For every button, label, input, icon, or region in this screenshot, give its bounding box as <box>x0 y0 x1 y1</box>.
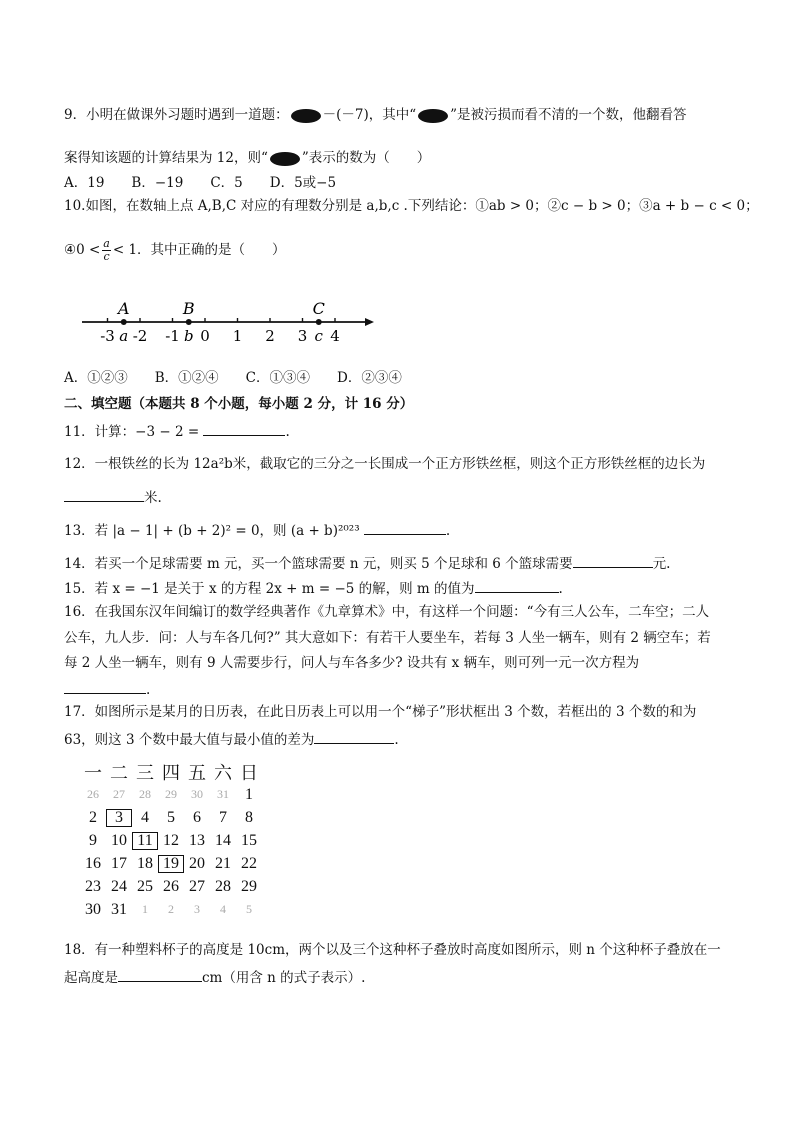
calendar-day: 6 <box>193 808 201 826</box>
calendar-day: 26 <box>87 787 99 801</box>
point-label-lower: b <box>183 327 194 345</box>
q11-text: 11．计算：−3 − 2 = <box>64 424 200 440</box>
calendar-day: 26 <box>163 877 179 895</box>
calendar-day: 3 <box>194 902 200 916</box>
calendar-day: 2 <box>168 902 174 916</box>
calendar-row <box>80 806 280 829</box>
answer-blank[interactable] <box>64 487 144 502</box>
frac-num: a <box>103 237 110 250</box>
q12-end: 米. <box>144 490 162 506</box>
calendar-row <box>80 852 280 875</box>
calendar-day: 9 <box>89 831 97 849</box>
calendar-day: 16 <box>85 854 101 872</box>
q17-end: . <box>394 732 399 748</box>
calendar-day: 24 <box>111 877 127 895</box>
q18-pre: 起高度是 <box>64 970 118 986</box>
answer-blank[interactable] <box>364 520 446 535</box>
calendar-day: 3 <box>106 809 132 827</box>
calendar-day: 27 <box>113 787 125 801</box>
point-label-lower: a <box>119 327 129 345</box>
weekday-label: 二 <box>110 762 128 783</box>
calendar-day: 18 <box>137 854 153 872</box>
q17-text: 63，则这 3 个数中最大值与最小值的差为 <box>64 732 315 748</box>
calendar-day: 15 <box>241 831 257 849</box>
fraction-a-over-c <box>102 238 111 263</box>
q10-post: < 1．其中正确的是（ ） <box>112 242 286 258</box>
weekday-label: 日 <box>240 762 258 783</box>
calendar-day: 17 <box>111 854 127 872</box>
point-dot <box>186 319 192 325</box>
weekday-label: 三 <box>136 762 154 783</box>
q10-line2 <box>64 238 286 263</box>
calendar-row <box>80 829 280 852</box>
q16-line4 <box>64 679 150 699</box>
ink-blot-icon <box>291 109 321 123</box>
answer-blank[interactable] <box>475 578 559 593</box>
calendar-day: 11 <box>132 832 158 850</box>
tick-label: 3 <box>297 327 308 345</box>
calendar-day: 5 <box>167 808 175 826</box>
q16-end: . <box>146 682 151 698</box>
calendar-day: 29 <box>165 787 177 801</box>
section-title: 二、填空题（本题共 8 个小题，每小题 2 分，计 16 分） <box>64 396 414 412</box>
calendar-row <box>80 875 280 898</box>
q17-line1: 17．如图所示是某月的日历表，在此日历表上可以用一个“梯子”形状框出 3 个数，若框出的 3 个数的和为 <box>64 704 697 720</box>
q11 <box>64 421 290 441</box>
calendar-day: 12 <box>163 831 179 849</box>
q9-line1 <box>64 106 687 124</box>
calendar-day: 28 <box>215 877 231 895</box>
q13-text: 13．若 |a − 1| + (b + 2)² = 0，则 (a + b)²⁰²³ <box>64 523 360 539</box>
calendar-day: 30 <box>191 787 203 801</box>
calendar-day: 21 <box>215 854 231 872</box>
tick-label: -1 <box>165 327 180 345</box>
calendar-row <box>80 898 280 921</box>
q13 <box>64 520 450 540</box>
q9-text-e: ”表示的数为（ ） <box>301 150 431 166</box>
ink-blot-icon <box>270 152 300 166</box>
q9-text-a: 9．小明在做课外习题时遇到一道题： <box>64 107 289 123</box>
tick-label: -3 <box>100 327 115 345</box>
calendar-day: 1 <box>245 785 253 803</box>
q15-end: . <box>558 581 563 597</box>
number-line-diagram <box>78 296 378 348</box>
answer-blank[interactable] <box>314 729 394 744</box>
q9-line2 <box>64 149 430 167</box>
q14-end: 元. <box>652 556 671 572</box>
calendar-day: 10 <box>111 831 127 849</box>
q10-pre: ④0 < <box>64 242 101 258</box>
point-dot <box>316 319 322 325</box>
answer-blank[interactable] <box>573 553 653 568</box>
point-label-upper: C <box>312 299 325 318</box>
q16-line2: 公车，九人步．问：人与车各几何?” 其大意如下：有若干人要坐车，若每 3 人坐一辆车，则有 2 辆空车；若 <box>64 630 711 646</box>
answer-blank[interactable] <box>64 679 146 694</box>
calendar-day: 27 <box>189 877 205 895</box>
q15-text: 15．若 x = −1 是关于 x 的方程 2x + m = −5 的解，则 m 的值为 <box>64 581 475 597</box>
tick-label: 0 <box>200 327 210 345</box>
q16-line1: 16．在我国东汉年间编订的数学经典著作《九章算术》中，有这样一个问题：“今有三人公车，二车空；二人 <box>64 604 710 620</box>
ink-blot-icon <box>418 109 448 123</box>
q17-line2 <box>64 729 399 749</box>
calendar-day: 1 <box>142 902 148 916</box>
weekday-label: 五 <box>188 762 206 783</box>
calendar-day: 2 <box>89 808 97 826</box>
point-label-upper: B <box>182 299 195 318</box>
calendar-day: 31 <box>217 787 229 801</box>
calendar-day: 28 <box>139 787 151 801</box>
q15 <box>64 578 563 598</box>
q10-line1: 10.如图，在数轴上点 A,B,C 对应的有理数分别是 a,b,c .下列结论：①ab > 0；②c − b > 0；③a + b − c < 0； <box>64 198 759 214</box>
calendar-day: 22 <box>241 854 257 872</box>
answer-blank[interactable] <box>118 967 202 982</box>
calendar-day: 4 <box>141 808 149 826</box>
answer-blank[interactable] <box>203 421 285 436</box>
q18-post: cm（用含 n 的式子表示）. <box>202 970 366 986</box>
q9-options: A．19 B．−19 C．5 D．5或−5 <box>64 175 337 191</box>
weekday-label: 四 <box>162 762 180 783</box>
calendar-day: 19 <box>158 855 184 873</box>
calendar-header-row <box>80 760 280 783</box>
point-label-lower: c <box>314 327 323 345</box>
calendar-day: 14 <box>215 831 231 849</box>
q13-end: . <box>445 523 451 539</box>
calendar-figure <box>80 760 280 920</box>
q9-text-b: －(－7)，其中“ <box>322 107 417 123</box>
calendar-row <box>80 783 280 806</box>
q12-line1: 12．一根铁丝的长为 12a²b米，截取它的三分之一长围成一个正方形铁丝框，则这个正方形铁丝框的边长为 <box>64 456 706 472</box>
point-dot <box>121 319 127 325</box>
calendar-day: 13 <box>189 831 205 849</box>
tick-label: 4 <box>330 327 340 345</box>
weekday-label: 一 <box>84 762 102 783</box>
q9-text-d: 案得知该题的计算结果为 12，则“ <box>64 150 268 166</box>
calendar-day: 4 <box>220 902 226 916</box>
weekday-label: 六 <box>214 762 232 783</box>
frac-den: c <box>103 250 110 263</box>
calendar-day: 31 <box>111 900 127 918</box>
calendar-day: 29 <box>241 877 257 895</box>
q12-line2 <box>64 487 162 507</box>
q14-text: 14．若买一个足球需要 m 元，买一个篮球需要 n 元，则买 5 个足球和 6 个篮球需要 <box>64 556 573 572</box>
tick-label: -2 <box>132 327 148 345</box>
q9-text-c: ”是被污损而看不清的一个数，他翻看答 <box>450 107 687 123</box>
calendar-day: 30 <box>85 900 101 918</box>
calendar-day: 8 <box>245 808 253 826</box>
tick-label: 2 <box>265 327 275 345</box>
calendar-day: 7 <box>219 808 227 826</box>
q11-end: . <box>285 424 290 440</box>
q18-line2 <box>64 967 365 987</box>
calendar-day: 5 <box>246 902 252 916</box>
calendar-day: 25 <box>137 877 153 895</box>
q16-line3: 每 2 人坐一辆车，则有 9 人需要步行，问人与车各多少? 设共有 x 辆车，则可列一元一次方程为 <box>64 655 640 671</box>
q18-line1: 18．有一种塑料杯子的高度是 10cm，两个以及三个这种杯子叠放时高度如图所示，则 n 个这种杯子叠放在一 <box>64 942 721 958</box>
point-label-upper: A <box>117 299 130 318</box>
calendar-day: 20 <box>189 854 205 872</box>
calendar-day: 23 <box>85 877 101 895</box>
q14 <box>64 553 670 573</box>
tick-label: 1 <box>232 327 243 345</box>
q10-options: A．①②③ B．①②④ C．①③④ D．②③④ <box>64 370 402 386</box>
